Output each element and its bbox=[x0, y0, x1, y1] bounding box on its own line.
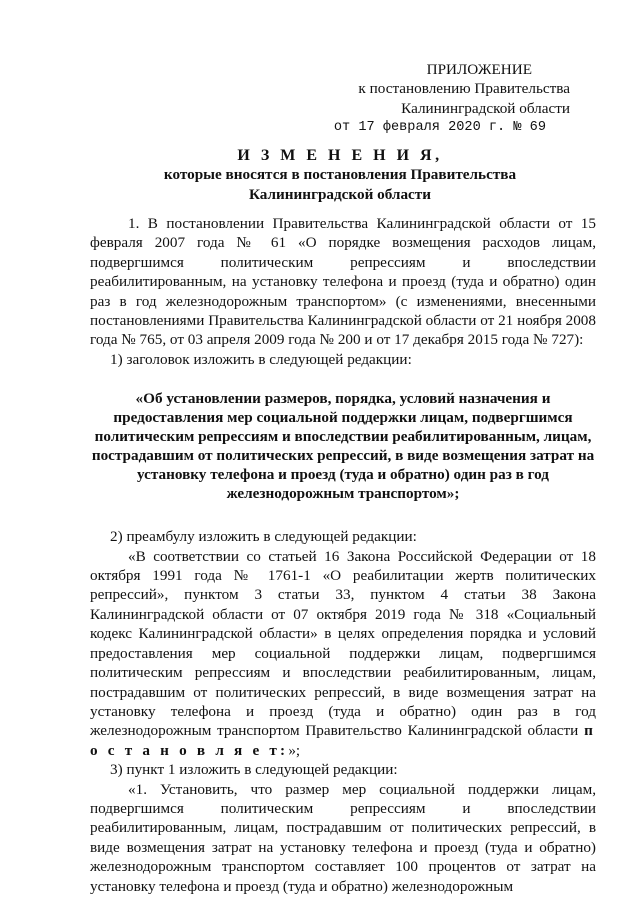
heading-line-1: которые вносятся в постановления Правительства bbox=[163, 166, 517, 184]
paragraph-4-end: »; bbox=[288, 741, 301, 759]
paragraph-4-spaced: п о с т а н о в л я е т: bbox=[90, 722, 597, 759]
paragraph-2: 1) заголовок изложить в следующей редакции: bbox=[110, 350, 412, 368]
annex-block bbox=[334, 60, 570, 138]
annex-title: ПРИЛОЖЕНИЕ bbox=[426, 61, 532, 78]
heading-title: И З М Е Н Е Н И Я, bbox=[237, 147, 443, 164]
document-body bbox=[90, 214, 596, 896]
heading-line-2: Калининградской области bbox=[249, 185, 431, 203]
paragraph-5: 3) пункт 1 изложить в следующей редакции: bbox=[110, 761, 398, 779]
paragraph-3: 2) преамбулу изложить в следующей редакции: bbox=[110, 528, 417, 546]
bold-title-quote: «Об установлении размеров, порядка, условий назначения и предоставления мер социальной поддержки лицам, подвергшимся политическим репрессиям и впоследствии реабилитированным, лицам, пострадавшим от политических репрессий, в виде возмещения затрат на установку телефона и проезд (туда и обратно) один раз в год железнодорожным транспортом»; bbox=[91, 390, 595, 503]
annex-line-1: к постановлению Правительства bbox=[358, 80, 570, 98]
paragraph-1: 1. В постановлении Правительства Калининградской области от 15 февраля 2007 года № 61 «О порядке возмещения расходов лицам, подвергшимся политическим репрессиям и впоследствии реабилитированным, на установку телефона и проезд (туда и обратно) один раз в год железнодорожным транспортом» (с изменениями, внесенными постановлениями Правительства Калининградской области от 21 ноября 2008 года № 765, от 03 апреля 2009 года № 200 и от 17 декабря 2015 года № 727): bbox=[90, 215, 596, 349]
document-heading bbox=[90, 146, 590, 204]
annex-line-2: Калининградской области bbox=[401, 99, 570, 117]
paragraph-4-text: «В соответствии со статьей 16 Закона Российской Федерации от 18 октября 1991 года № 1761-1 «О реабилитации жертв политических репрессий», пунктом 3 статьи 33, пунктом 4 статьи 38 Закона Калининградской области от 07 октября 2019 года № 318 «Социальный кодекс Калининградской области» в целях определения порядка и условий предоставления мер социальной поддержки лицам, подвергшимся политическим репрессиям и впоследствии реабилитированным, лицам, пострадавшим от политических репрессий, в виде возмещения затрат на установку телефона и проезд (туда и обратно) один раз в год железнодорожным транспортом Правительство Калининградской области bbox=[90, 547, 596, 740]
paragraph-6: «1. Установить, что размер мер социальной поддержки лицам, подвергшимся политическим репрессиям и впоследствии реабилитированным, лицам, пострадавшим от политических репрессий, в виде возмещения затрат на установку телефона и проезд (туда и обратно) железнодорожным транспортом составляет 100 процентов от затрат на установку телефона и проезд (туда и обратно) железнодорожным bbox=[90, 780, 596, 895]
paragraph-4 bbox=[90, 547, 596, 760]
annex-date: от 17 февраля 2020 г. № 69 bbox=[333, 120, 546, 136]
